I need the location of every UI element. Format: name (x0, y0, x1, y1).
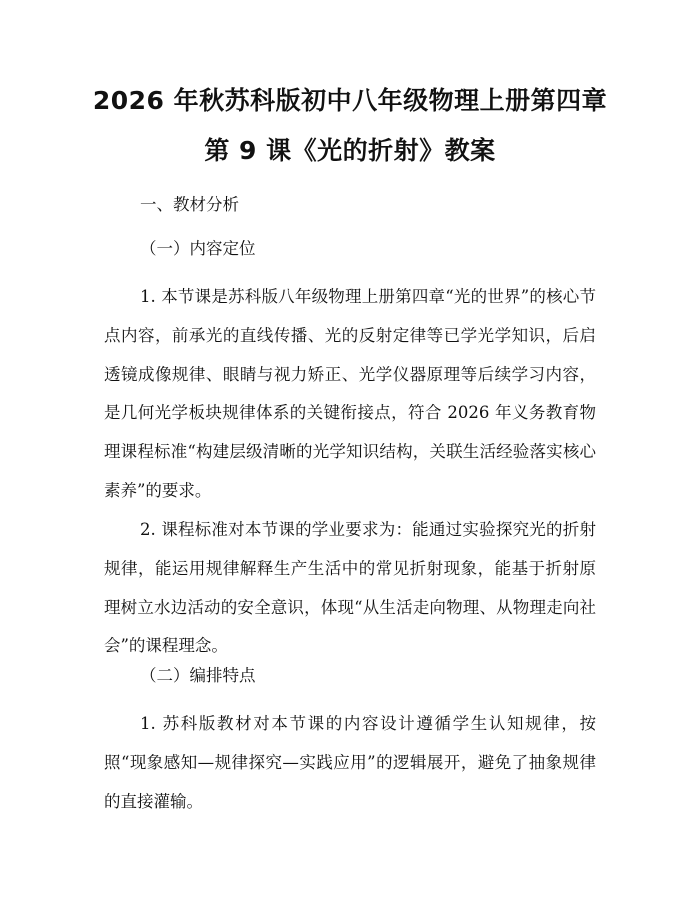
paragraph-content-positioning-1: 1. 本节课是苏科版八年级物理上册第四章“光的世界”的核心节点内容，前承光的直线传播、光的反射定律等已学光学知识，后启透镜成像规律、眼睛与视力矫正、光学仪器原理等后续学习内容，是几何光学板块规律体系的关键衔接点，符合 2026 年义务教育物理课程标准“构建层级清晰的光学知识结构，关联生活经验落实核心素养”的要求。 (104, 287, 596, 500)
document-title-line-1: 2026 年秋苏科版初中八年级物理上册第四章 (92, 86, 608, 115)
subsection-heading-arrangement-features: （二）编排特点 (140, 666, 256, 685)
paragraph-arrangement-features-1: 1. 苏科版教材对本节课的内容设计遵循学生认知规律，按照“现象感知—规律探究—实践应用”的逻辑展开，避免了抽象规律的直接灌输。 (104, 714, 596, 811)
section-heading-textbook-analysis: 一、教材分析 (140, 195, 239, 214)
subsection-heading-content-positioning: （一）内容定位 (140, 239, 256, 258)
paragraph-content-positioning-2: 2. 课程标准对本节课的学业要求为：能通过实验探究光的折射规律，能运用规律解释生产生活中的常见折射现象，能基于折射原理树立水边活动的安全意识，体现“从生活走向物理、从物理走向社会”的课程理念。 (104, 520, 596, 656)
document-title-line-2: 第 9 课《光的折射》教案 (204, 136, 496, 165)
